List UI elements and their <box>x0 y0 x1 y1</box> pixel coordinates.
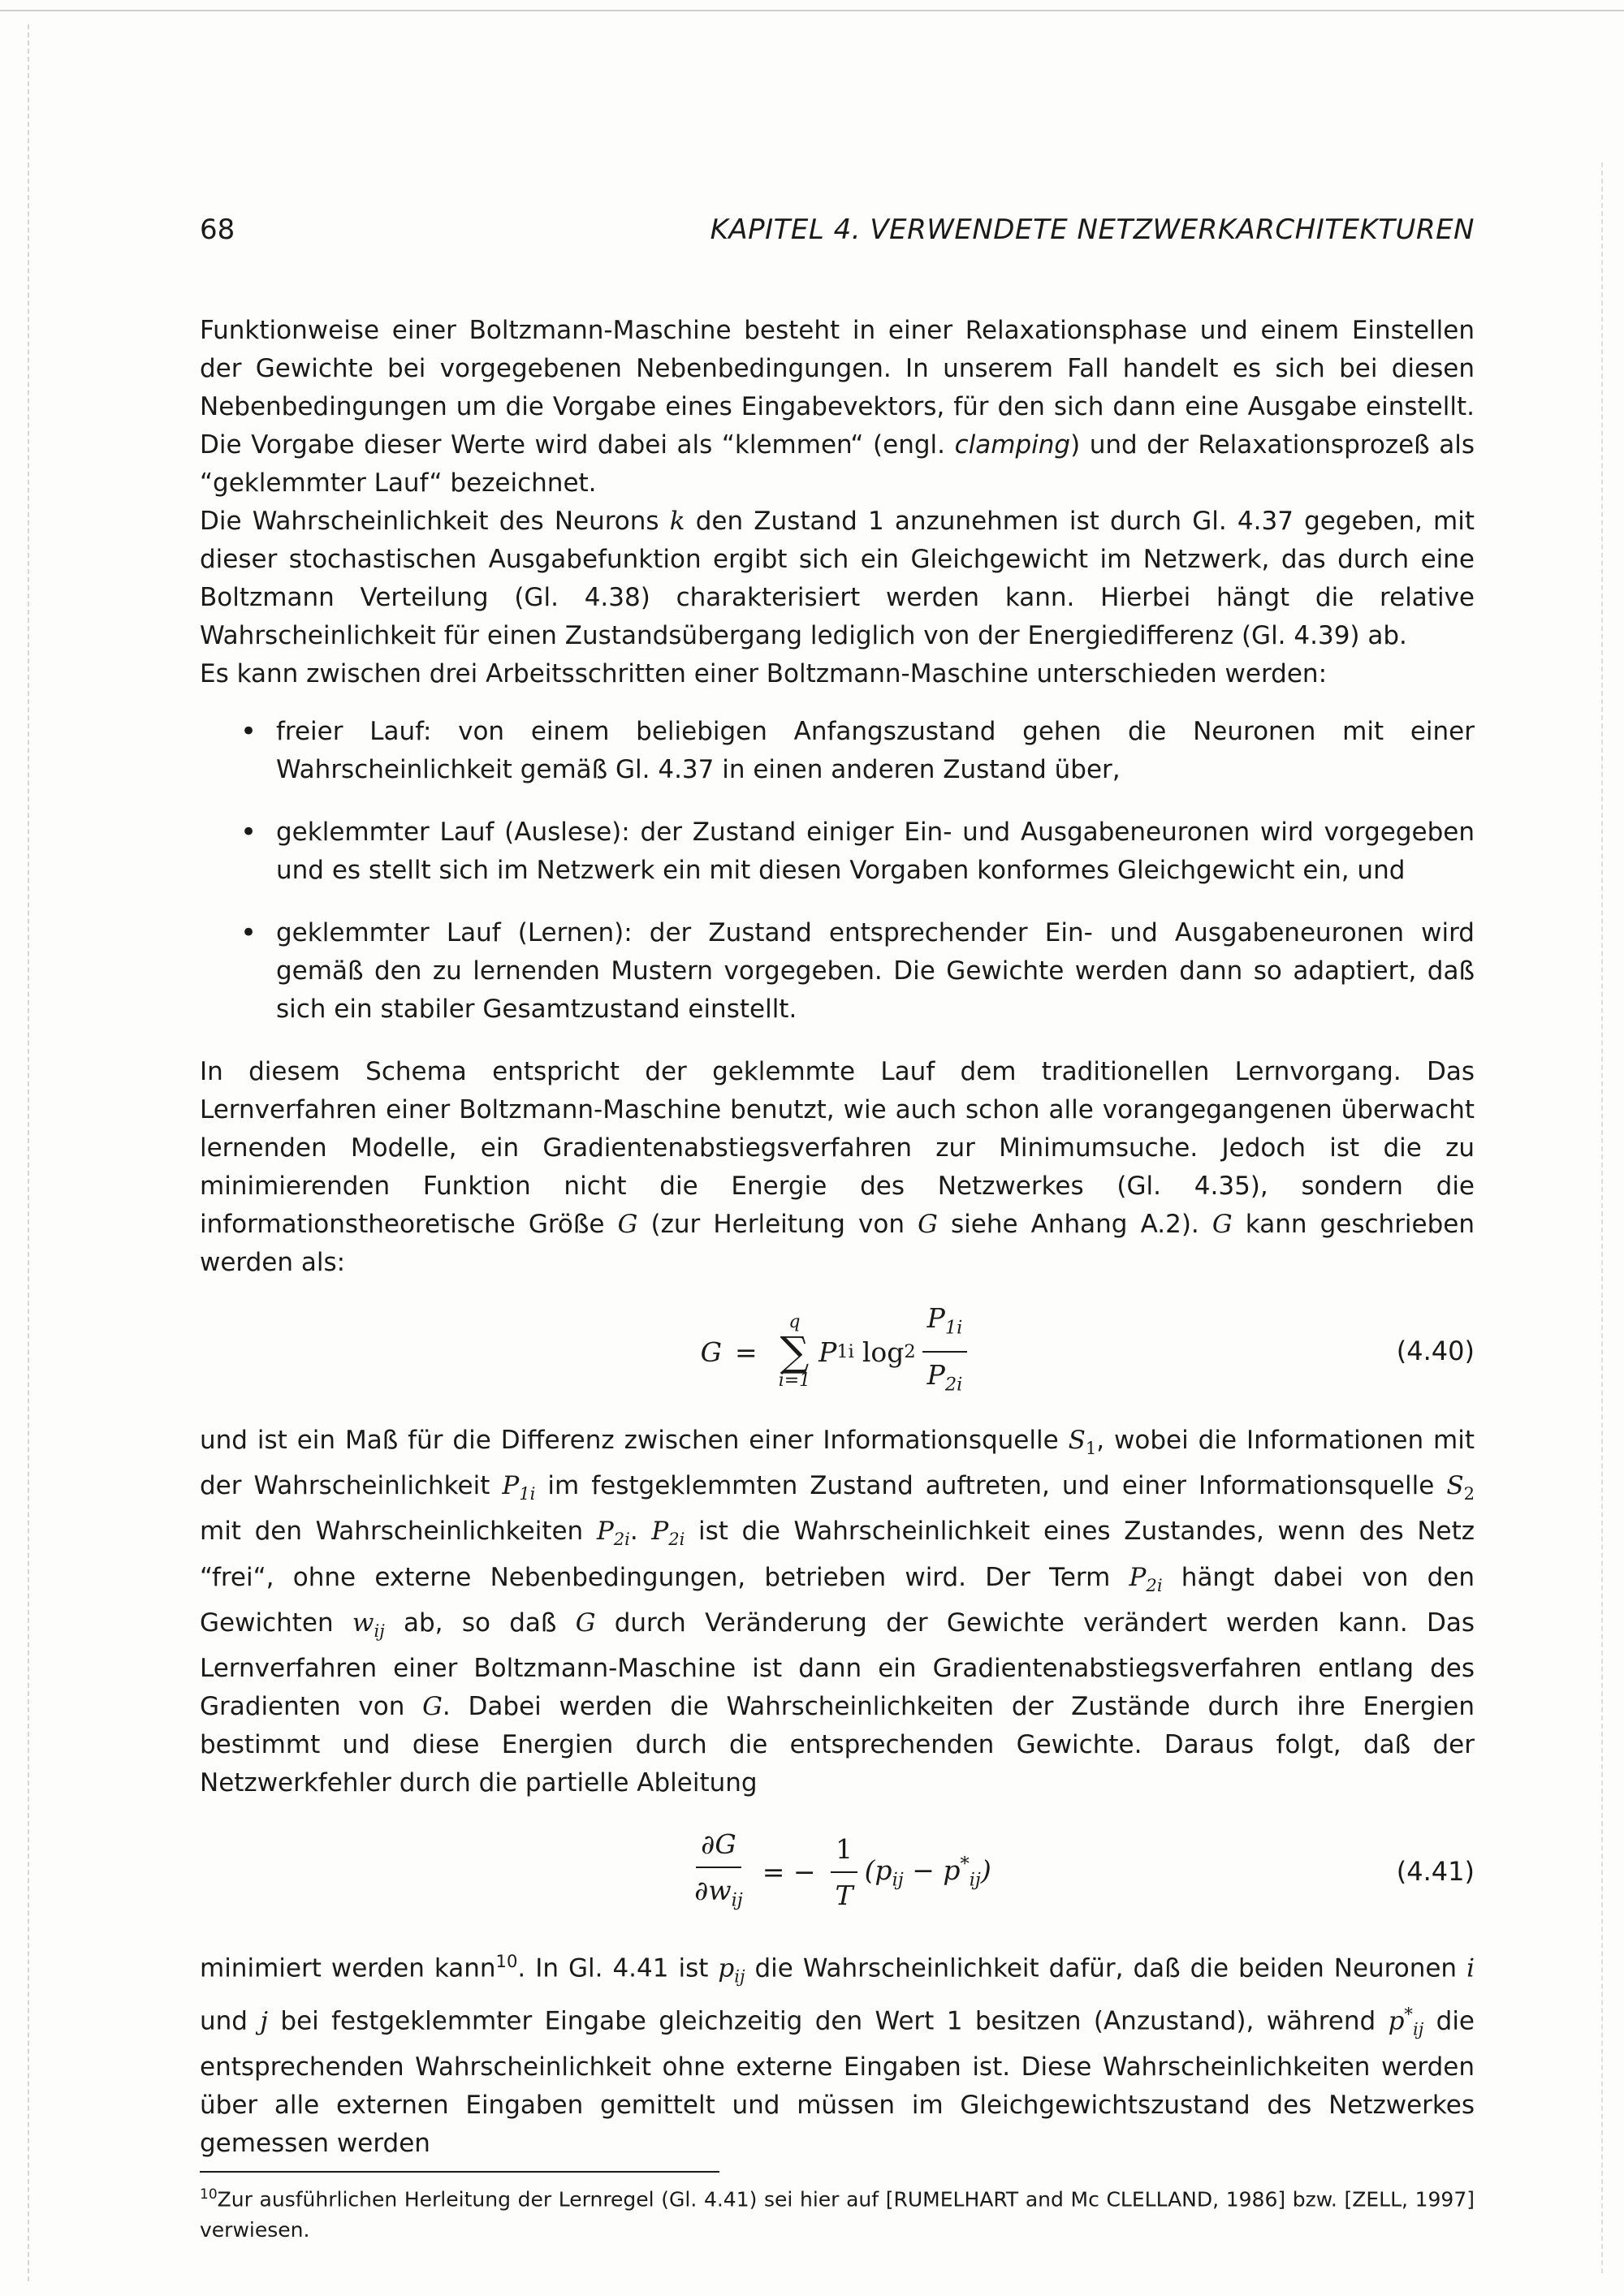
footnote-rule <box>200 2171 719 2173</box>
paragraph-2: Die Wahrscheinlichkeit des Neurons k den Zustand 1 anzunehmen ist durch Gl. 4.37 gegeben, mit dieser stochastischen Ausgabefunktion ergibt sich ein Gleichgewicht im Netzwerk, das durch eine Boltzmann Verteilung (Gl. 4.38) charakterisiert werden kann. Hierbei hängt die relative Wahrscheinlichkeit für einen Zustandsübergang lediglich von der Energiedifferenz (Gl. 4.39) ab. <box>200 507 1475 650</box>
fraction: $\frac{\partial G}{\partial w_{ij}}$ <box>689 1825 747 1920</box>
paragraph-6: minimiert werden kann$^{10}$. In Gl. 4.41 ist $p_{ij}$ die Wahrscheinlichkeit dafür, daß die beiden Neuronen i und j bei festgeklemmter Eingabe gleichzeitig den Wert 1 besitzen (Anzustand), während $p^*_{ij}$ die entsprechenden Wahrscheinlichkeit ohne externe Eingaben ist. Diese Wahrscheinlichkeiten werden über alle externen Eingaben gemittelt und müssen im Gleichgewichtszustand des Netzwerkes gemessen werden <box>200 1950 1475 2158</box>
page <box>200 213 1475 2246</box>
body-text <box>200 312 1475 2246</box>
fraction: $\frac{1}{T}$ <box>831 1830 858 1914</box>
footnote-ref[interactable]: 10 <box>495 1950 518 1971</box>
equation-4-41: $\frac{\partial G}{\partial w_{ij}}$ = − $\frac{1}{T}$ $(p_{ij} - p^*_{ij})$ (4.41) <box>200 1815 1475 1929</box>
footnote: $^{10}$Zur ausführlichen Herleitung der Lernregel (Gl. 4.41) sei hier auf [RUMELHART and Mc CLELLAND, 1986] bzw. [ZELL, 1997] verwiesen. <box>200 2186 1475 2242</box>
equation-4-40: G = q ∑ i=1 P 1i log 2 $\frac{P_{1i}}{P_{2i}}$ (4.40) <box>200 1295 1475 1409</box>
paragraph-3: Es kann zwischen drei Arbeitsschritten einer Boltzmann-Maschine unterschieden werden: <box>200 659 1328 688</box>
list-item: • geklemmter Lauf (Lernen): der Zustand entsprechender Ein- und Ausgabeneuronen wird gemäß den zu lernenden Mustern vorgegeben. Die Gewichte werden dann so adaptiert, daß sich ein stabiler Gesamtzustand einstellt. <box>200 914 1475 1029</box>
paragraph-4: In diesem Schema entspricht der geklemmte Lauf dem traditionellen Lernvorgang. Das Lernverfahren einer Boltzmann-Maschine benutzt, wie auch schon alle vorangegangenen überwacht lernenden Modelle, ein Gradientenabstiegsverfahren zur Minimumsuche. Jedoch ist die zu minimierenden Funktion nicht die Energie des Netzwerkes (Gl. 4.35), sondern die informationstheoretische Größe G (zur Herleitung von G siehe Anhang A.2). G kann geschrieben werden als: <box>200 1057 1475 1277</box>
running-title: KAPITEL 4. VERWENDETE NETZWERKARCHITEKTUREN <box>710 214 1475 246</box>
page-number: 68 <box>200 214 235 246</box>
list-item: • freier Lauf: von einem beliebigen Anfangszustand gehen die Neuronen mit einer Wahrscheinlichkeit gemäß Gl. 4.37 in einen anderen Zustand über, <box>200 713 1475 789</box>
paragraph-1: Funktionweise einer Boltzmann-Maschine besteht in einer Relaxationsphase und einem Einstellen der Gewichte bei vorgegebenen Nebenbedingungen. In unserem Fall handelt es sich bei diesen Nebenbedingungen um die Vorgabe eines Eingabevektors, für den sich dann eine Ausgabe einstellt. Die Vorgabe dieser Werte wird dabei als “klemmen“ (engl. clamping) und der Relaxationsprozeß als “geklemmter Lauf“ bezeichnet. <box>200 316 1475 498</box>
scan-edge-top <box>0 10 1624 11</box>
sum-operator: q ∑ i=1 <box>778 1312 811 1391</box>
list-item: • geklemmter Lauf (Auslese): der Zustand einiger Ein- und Ausgabeneuronen wird vorgegeben und es stellt sich im Netzwerk ein mit diesen Vorgaben konformes Gleichgewicht ein, und <box>200 814 1475 890</box>
fraction: $\frac{P_{1i}}{P_{2i}}$ <box>922 1299 968 1404</box>
scan-edge-left <box>28 24 29 2281</box>
bullet-list <box>200 713 1475 1029</box>
scan-edge-right <box>1601 162 1603 2273</box>
running-header <box>200 213 1475 247</box>
equation-number: (4.41) <box>1396 1855 1475 1887</box>
paragraph-5: und ist ein Maß für die Differenz zwischen einer Informationsquelle $S_1$, wobei die Informationen mit der Wahrscheinlichkeit $P_{1i}$ im festgeklemmten Zustand auftreten, und einer Informationsquelle $S_2$ mit den Wahrscheinlichkeiten $P_{2i}$. $P_{2i}$ ist die Wahrscheinlichkeit eines Zustandes, wenn des Netz “frei“, ohne externe Nebenbedingungen, betrieben wird. Der Term $P_{2i}$ hängt dabei von den Gewichten $w_{ij}$ ab, so daß G durch Veränderung der Gewichte verändert werden kann. Das Lernverfahren einer Boltzmann-Maschine ist dann ein Gradientenabstiegsverfahren entlang des Gradienten von G. Dabei werden die Wahrscheinlichkeiten der Zustände durch ihre Energien bestimmt und diese Energien durch die entsprechenden Gewichte. Daraus folgt, daß der Netzwerkfehler durch die partielle Ableitung <box>200 1426 1475 1798</box>
equation-number: (4.40) <box>1396 1336 1475 1366</box>
